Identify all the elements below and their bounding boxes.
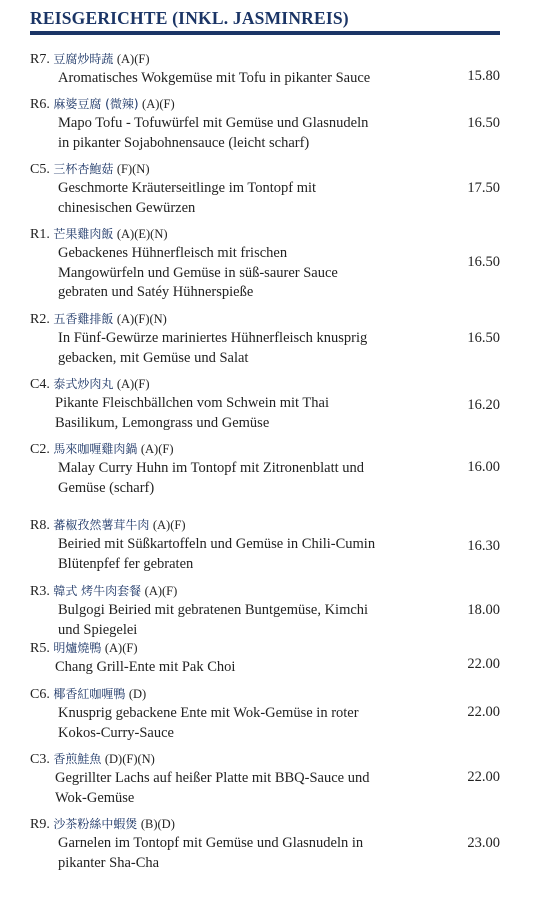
menu-item-c4 bbox=[30, 375, 500, 433]
item-chinese-name: 沙茶粉絲中蝦煲 bbox=[53, 817, 138, 831]
item-allergens: (A)(E)(N) bbox=[116, 227, 168, 241]
item-code: R6. bbox=[30, 97, 50, 112]
item-chinese-name: 韓式 烤牛肉套餐 bbox=[53, 584, 142, 598]
item-code: C4. bbox=[30, 377, 50, 392]
item-heading bbox=[30, 815, 500, 834]
menu-item-r3 bbox=[30, 582, 500, 640]
item-price: 15.80 bbox=[467, 68, 500, 84]
item-price: 16.30 bbox=[467, 538, 500, 554]
item-allergens: (A)(F) bbox=[116, 377, 150, 391]
item-chinese-name: 椰香紅咖喱鴨 bbox=[53, 687, 126, 701]
menu-item-c5 bbox=[30, 160, 500, 218]
item-description: Gebackenes Hühnerfleisch mit frischen Mangowürfeln und Gemüse in süß-saurer Sauce gebraten und Satéy Hühnerspieße bbox=[58, 245, 338, 300]
item-description: Gegrillter Lachs auf heißer Platte mit BBQ-Sauce und Wok-Gemüse bbox=[55, 770, 370, 806]
item-price: 22.00 bbox=[467, 704, 500, 720]
item-heading bbox=[30, 516, 500, 535]
item-heading bbox=[30, 440, 500, 459]
item-description: Geschmorte Kräuterseitlinge im Tontopf mit chinesischen Gewürzen bbox=[58, 180, 317, 216]
item-price: 22.00 bbox=[467, 656, 500, 672]
item-price: 16.50 bbox=[467, 254, 500, 270]
item-description: Chang Grill-Ente mit Pak Choi bbox=[55, 659, 236, 675]
item-chinese-name: 香煎鮭魚 bbox=[53, 752, 102, 766]
item-allergens: (A)(F) bbox=[144, 584, 178, 598]
item-allergens: (B)(D) bbox=[140, 817, 175, 831]
item-heading bbox=[30, 639, 500, 658]
item-code: R2. bbox=[30, 312, 50, 327]
item-allergens: (A)(F) bbox=[116, 52, 150, 66]
item-allergens: (A)(F) bbox=[140, 442, 174, 456]
item-price: 16.20 bbox=[467, 397, 500, 413]
item-description: Garnelen im Tontopf mit Gemüse und Glasnudeln in pikanter Sha-Cha bbox=[58, 835, 364, 871]
item-code: C5. bbox=[30, 162, 50, 177]
item-code: R9. bbox=[30, 817, 50, 832]
item-price: 22.00 bbox=[467, 769, 500, 785]
item-allergens: (A)(F) bbox=[104, 641, 138, 655]
item-chinese-name: 豆腐炒時蔬 bbox=[53, 52, 114, 66]
item-chinese-name: 泰式炒肉丸 bbox=[53, 377, 114, 391]
item-allergens: (A)(F) bbox=[152, 518, 186, 532]
item-description: Malay Curry Huhn im Tontopf mit Zitronenblatt und Gemüse (scharf) bbox=[58, 460, 365, 496]
item-chinese-name: 蕃椒孜然薯茸牛肉 bbox=[53, 518, 150, 532]
menu-item-r6 bbox=[30, 95, 500, 153]
item-price: 16.50 bbox=[467, 115, 500, 131]
item-chinese-name: 五香雞排飯 bbox=[53, 312, 114, 326]
menu-item-r2 bbox=[30, 310, 500, 368]
item-heading bbox=[30, 582, 500, 601]
item-code: R8. bbox=[30, 518, 50, 533]
item-description: In Fünf-Gewürze mariniertes Hühnerfleisch knusprig gebacken, mit Gemüse und Salat bbox=[58, 330, 368, 366]
item-price: 16.00 bbox=[467, 459, 500, 475]
menu-item-r1 bbox=[30, 225, 500, 303]
item-price: 18.00 bbox=[467, 602, 500, 618]
item-description: Beiried mit Süßkartoffeln und Gemüse in Chili-Cumin Blütenpfef fer gebraten bbox=[58, 536, 376, 572]
item-chinese-name: 馬來咖喱雞肉鍋 bbox=[53, 442, 138, 456]
item-description: Bulgogi Beiried mit gebratenen Buntgemüse, Kimchi und Spiegelei bbox=[58, 602, 369, 638]
item-chinese-name: 明爐燒鴨 bbox=[53, 641, 102, 655]
item-price: 17.50 bbox=[467, 180, 500, 196]
item-price: 16.50 bbox=[467, 330, 500, 346]
item-code: R1. bbox=[30, 227, 50, 242]
item-heading bbox=[30, 375, 500, 394]
item-chinese-name: 麻婆豆腐 (微辣) bbox=[53, 97, 139, 111]
item-chinese-name: 三杯杏鮑菇 bbox=[53, 162, 114, 176]
item-code: C6. bbox=[30, 687, 50, 702]
item-description: Aromatisches Wokgemüse mit Tofu in pikanter Sauce bbox=[58, 70, 371, 86]
item-code: R3. bbox=[30, 584, 50, 599]
item-code: R5. bbox=[30, 641, 50, 656]
item-price: 23.00 bbox=[467, 835, 500, 851]
menu-item-r7 bbox=[30, 50, 500, 89]
item-code: R7. bbox=[30, 52, 50, 67]
item-heading bbox=[30, 160, 500, 179]
item-allergens: (A)(F) bbox=[142, 97, 175, 111]
item-heading bbox=[30, 310, 500, 329]
item-description: Mapo Tofu - Tofuwürfel mit Gemüse und Glasnudeln in pikanter Sojabohnensauce (leicht scharf) bbox=[58, 115, 369, 151]
item-heading bbox=[30, 750, 500, 769]
item-allergens: (A)(F)(N) bbox=[116, 312, 167, 326]
menu-item-r5 bbox=[30, 639, 500, 678]
menu-item-c2 bbox=[30, 440, 500, 498]
item-heading bbox=[30, 685, 500, 704]
item-allergens: (D)(F)(N) bbox=[104, 752, 155, 766]
section-title: REISGERICHTE (INKL. JASMINREIS) bbox=[30, 8, 349, 28]
title-underline bbox=[30, 31, 500, 35]
menu-item-r8 bbox=[30, 516, 500, 574]
item-code: C2. bbox=[30, 442, 50, 457]
item-code: C3. bbox=[30, 752, 50, 767]
item-heading bbox=[30, 50, 500, 69]
menu-item-r9 bbox=[30, 815, 500, 873]
item-description: Knusprig gebackene Ente mit Wok-Gemüse in roter Kokos-Curry-Sauce bbox=[58, 705, 359, 741]
menu-item-c6 bbox=[30, 685, 500, 743]
item-allergens: (D) bbox=[128, 687, 147, 701]
item-heading bbox=[30, 95, 500, 114]
menu-item-c3 bbox=[30, 750, 500, 808]
item-description: Pikante Fleischbällchen vom Schwein mit Thai Basilikum, Lemongrass und Gemüse bbox=[55, 395, 329, 431]
item-allergens: (F)(N) bbox=[116, 162, 150, 176]
item-chinese-name: 芒果雞肉飯 bbox=[53, 227, 114, 241]
item-heading bbox=[30, 225, 500, 244]
